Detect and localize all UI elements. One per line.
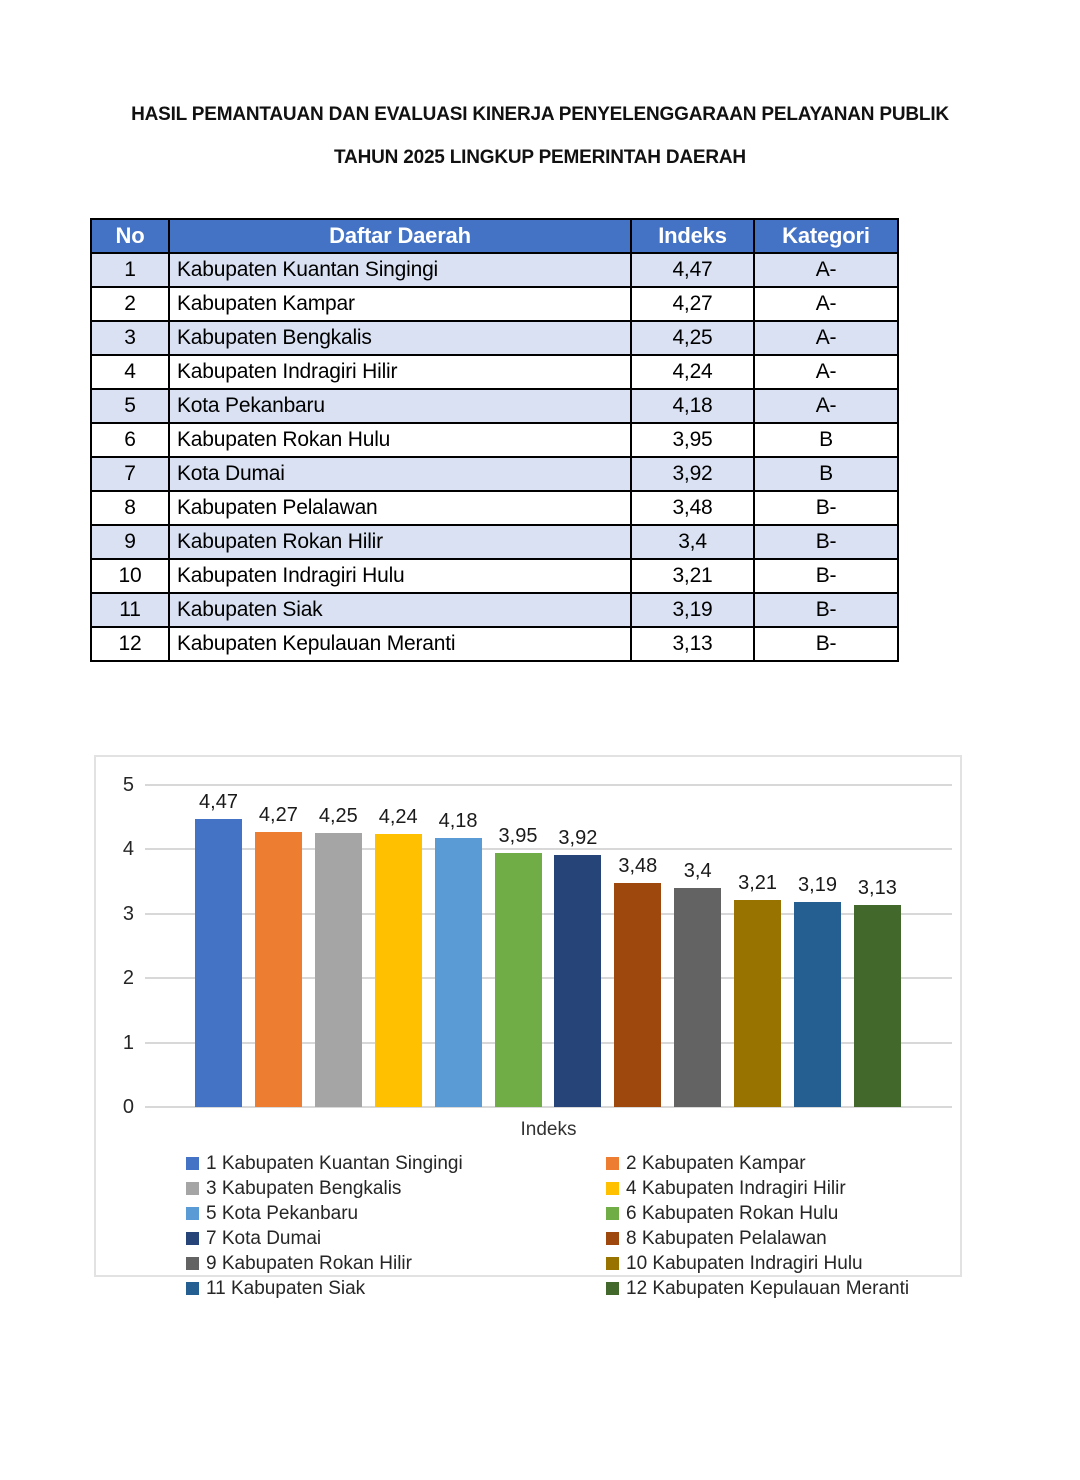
legend-item: [186, 1176, 606, 1201]
x-axis-title: Indeks: [520, 1119, 577, 1140]
legend-item: [186, 1151, 606, 1176]
bar-value-label: 4,18: [438, 809, 478, 832]
bar-3-kabupaten-bengkalis: [315, 833, 362, 1107]
legend-label: 6 Kabupaten Rokan Hulu: [626, 1203, 839, 1224]
legend-color-swatch-icon: [186, 1257, 199, 1270]
legend-label: 4 Kabupaten Indragiri Hilir: [626, 1178, 846, 1199]
bar-9-kabupaten-rokan-hilir: [674, 888, 721, 1107]
cell-no: 10: [91, 559, 169, 593]
legend-item: [606, 1276, 1026, 1301]
table-row: [91, 321, 898, 355]
legend-label: 5 Kota Pekanbaru: [206, 1203, 359, 1224]
bar-value-label: 3,48: [618, 854, 658, 877]
cell-no: 1: [91, 253, 169, 287]
legend-color-swatch-icon: [186, 1157, 199, 1170]
document-title-line1: HASIL PEMANTAUAN DAN EVALUASI KINERJA PENYELENGGARAAN PELAYANAN PUBLIK: [131, 104, 949, 125]
cell-kategori: B: [754, 423, 898, 457]
bar-value-label: 4,24: [378, 805, 418, 828]
column-header-indeks: Indeks: [631, 219, 754, 253]
cell-indeks: 4,27: [631, 287, 754, 321]
legend-label: 1 Kabupaten Kuantan Singingi: [206, 1153, 463, 1174]
cell-no: 11: [91, 593, 169, 627]
y-axis-tick-label: 5: [122, 774, 134, 796]
cell-daerah: Kabupaten Kuantan Singingi: [169, 253, 631, 287]
table-row: [91, 355, 898, 389]
legend-item: [186, 1251, 606, 1276]
bar-value-label: 3,21: [738, 872, 778, 895]
legend-color-swatch-icon: [186, 1182, 199, 1195]
cell-kategori: B: [754, 457, 898, 491]
legend-item: [606, 1176, 1026, 1201]
cell-kategori: B-: [754, 627, 898, 661]
cell-indeks: 3,19: [631, 593, 754, 627]
cell-no: 4: [91, 355, 169, 389]
legend-label: 11 Kabupaten Siak: [206, 1278, 366, 1299]
cell-indeks: 3,92: [631, 457, 754, 491]
legend-item: [606, 1151, 1026, 1176]
table-row: [91, 627, 898, 661]
cell-kategori: A-: [754, 287, 898, 321]
legend-color-swatch-icon: [606, 1282, 619, 1295]
cell-no: 6: [91, 423, 169, 457]
bar-7-kota-dumai: [554, 855, 601, 1107]
cell-indeks: 4,18: [631, 389, 754, 423]
table-row: [91, 389, 898, 423]
document-title-line2: TAHUN 2025 LINGKUP PEMERINTAH DAERAH: [334, 147, 746, 168]
y-axis-tick-label: 1: [122, 1031, 134, 1054]
bar-12-kabupaten-kepulauan-meranti: [854, 905, 901, 1107]
cell-kategori: A-: [754, 321, 898, 355]
legend-color-swatch-icon: [606, 1207, 619, 1220]
column-header-daerah: Daftar Daerah: [169, 219, 631, 253]
legend-label: 8 Kabupaten Pelalawan: [626, 1228, 827, 1249]
cell-kategori: A-: [754, 355, 898, 389]
bar-value-label: 3,19: [798, 873, 837, 896]
y-axis-tick-label: 0: [122, 1096, 134, 1118]
column-header-kategori: Kategori: [754, 219, 898, 253]
bar-chart: [94, 755, 962, 1299]
cell-no: 8: [91, 491, 169, 525]
cell-indeks: 3,21: [631, 559, 754, 593]
legend-label: 9 Kabupaten Rokan Hilir: [206, 1253, 412, 1274]
cell-no: 9: [91, 525, 169, 559]
table-row: [91, 491, 898, 525]
cell-kategori: B-: [754, 593, 898, 627]
cell-indeks: 3,4: [631, 525, 754, 559]
legend-label: 7 Kota Dumai: [206, 1228, 322, 1249]
cell-no: 5: [91, 389, 169, 423]
cell-daerah: Kota Pekanbaru: [169, 389, 631, 423]
legend-color-swatch-icon: [606, 1157, 619, 1170]
table-row: [91, 253, 898, 287]
cell-no: 12: [91, 627, 169, 661]
ranking-table: [90, 218, 899, 662]
cell-indeks: 3,95: [631, 423, 754, 457]
legend-label: 2 Kabupaten Kampar: [626, 1153, 806, 1174]
legend-item: [186, 1226, 606, 1251]
chart-legend: [94, 1151, 962, 1299]
cell-daerah: Kabupaten Siak: [169, 593, 631, 627]
legend-label: 3 Kabupaten Bengkalis: [206, 1178, 402, 1199]
bar-value-label: 4,27: [258, 804, 298, 826]
cell-indeks: 4,47: [631, 253, 754, 287]
cell-kategori: B-: [754, 525, 898, 559]
legend-color-swatch-icon: [186, 1232, 199, 1245]
legend-item: [606, 1201, 1026, 1226]
legend-color-swatch-icon: [186, 1282, 199, 1295]
legend-label: 12 Kabupaten Kepulauan Meranti: [626, 1278, 910, 1299]
cell-kategori: A-: [754, 389, 898, 423]
cell-indeks: 4,25: [631, 321, 754, 355]
bar-5-kota-pekanbaru: [435, 838, 482, 1107]
cell-kategori: B-: [754, 491, 898, 525]
legend-color-swatch-icon: [186, 1207, 199, 1220]
bar-value-label: 3,13: [857, 877, 897, 900]
table-row: [91, 287, 898, 321]
legend-label: 10 Kabupaten Indragiri Hulu: [626, 1253, 863, 1274]
bar-2-kabupaten-kampar: [255, 832, 302, 1107]
bar-11-kabupaten-siak: [794, 902, 841, 1107]
cell-daerah: Kabupaten Indragiri Hilir: [169, 355, 631, 389]
table-row: [91, 593, 898, 627]
y-axis-tick-label: 3: [122, 902, 134, 925]
bar-value-label: 3,92: [558, 826, 598, 849]
legend-color-swatch-icon: [606, 1257, 619, 1270]
cell-indeks: 3,13: [631, 627, 754, 661]
legend-item: [606, 1226, 1026, 1251]
cell-no: 3: [91, 321, 169, 355]
y-axis-tick-label: 4: [122, 838, 134, 861]
cell-daerah: Kabupaten Indragiri Hulu: [169, 559, 631, 593]
bar-value-label: 3,4: [683, 860, 712, 883]
bar-10-kabupaten-indragiri-hulu: [734, 900, 781, 1107]
legend-color-swatch-icon: [606, 1232, 619, 1245]
bar-4-kabupaten-indragiri-hilir: [375, 834, 422, 1107]
cell-no: 2: [91, 287, 169, 321]
cell-daerah: Kabupaten Rokan Hulu: [169, 423, 631, 457]
table-row: [91, 525, 898, 559]
table-row: [91, 457, 898, 491]
cell-kategori: B-: [754, 559, 898, 593]
bar-1-kabupaten-kuantan-singingi: [195, 819, 242, 1107]
bar-value-label: 4,25: [318, 805, 358, 828]
cell-daerah: Kota Dumai: [169, 457, 631, 491]
legend-item: [606, 1251, 1026, 1276]
table-header-row: [91, 219, 898, 253]
bar-6-kabupaten-rokan-hulu: [495, 853, 542, 1107]
cell-daerah: Kabupaten Kampar: [169, 287, 631, 321]
cell-indeks: 4,24: [631, 355, 754, 389]
legend-item: [186, 1276, 606, 1301]
bar-8-kabupaten-pelalawan: [614, 883, 661, 1107]
legend-item: [186, 1201, 606, 1226]
gridline-y5: [145, 784, 952, 786]
table-row: [91, 423, 898, 457]
cell-daerah: Kabupaten Bengkalis: [169, 321, 631, 355]
cell-kategori: A-: [754, 253, 898, 287]
y-axis-tick-label: 2: [122, 967, 134, 990]
cell-no: 7: [91, 457, 169, 491]
column-header-no: No: [91, 219, 169, 253]
cell-daerah: Kabupaten Rokan Hilir: [169, 525, 631, 559]
bar-value-label: 4,47: [199, 791, 238, 814]
cell-indeks: 3,48: [631, 491, 754, 525]
legend-color-swatch-icon: [606, 1182, 619, 1195]
cell-daerah: Kabupaten Kepulauan Meranti: [169, 627, 631, 661]
bar-value-label: 3,95: [498, 824, 538, 847]
table-row: [91, 559, 898, 593]
cell-daerah: Kabupaten Pelalawan: [169, 491, 631, 525]
